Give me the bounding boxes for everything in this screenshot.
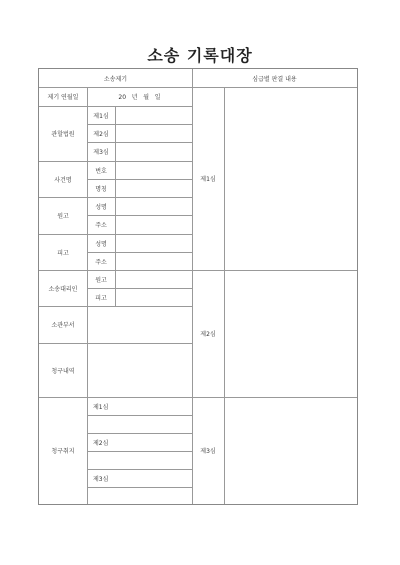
court-label: 관할법원 bbox=[51, 131, 75, 138]
header-judgment: 심급별 판결 내용 bbox=[252, 75, 297, 83]
filing-date-value[interactable]: 20 년 월 일 bbox=[118, 94, 161, 101]
case-name-label: 사건명 bbox=[54, 176, 72, 184]
plaintiff-label: 원고 bbox=[57, 213, 69, 220]
row-line bbox=[87, 415, 192, 416]
header-filing: 소송제기 bbox=[103, 75, 128, 83]
record-table bbox=[38, 68, 358, 505]
court-level-3: 제3심 bbox=[93, 149, 109, 156]
case-number-label: 번호 bbox=[95, 167, 107, 175]
claim-label: 청구내역 bbox=[51, 367, 75, 375]
judgment-level-1: 제1심 bbox=[200, 176, 216, 183]
judgment-level-3: 제3심 bbox=[200, 448, 216, 455]
row-line bbox=[87, 487, 192, 488]
column-divider bbox=[224, 87, 225, 504]
defendant-address-label: 주소 bbox=[95, 258, 107, 266]
department-label: 소관부서 bbox=[51, 322, 75, 329]
court-level-1: 제1심 bbox=[93, 112, 109, 120]
defendant-label: 피고 bbox=[57, 249, 69, 257]
filing-date-label: 제기 연월일 bbox=[47, 94, 79, 101]
case-title-label: 명칭 bbox=[95, 185, 107, 193]
judgment-level-2: 제2심 bbox=[200, 331, 216, 338]
plaintiff-name-label: 성명 bbox=[95, 203, 107, 211]
column-divider bbox=[115, 161, 116, 306]
claim-purpose-label: 청구취지 bbox=[51, 448, 75, 455]
claim-purpose-level-3: 제3심 bbox=[93, 475, 109, 483]
document-title: 소송 기록대장 bbox=[147, 46, 253, 65]
defendant-name-label: 성명 bbox=[95, 240, 107, 248]
claim-purpose-level-1: 제1심 bbox=[93, 403, 109, 411]
attorney-defendant-label: 피고 bbox=[95, 294, 107, 302]
court-level-2: 제2심 bbox=[93, 130, 109, 138]
row-line bbox=[87, 451, 192, 452]
attorney-label: 소송대리인 bbox=[48, 285, 78, 293]
column-divider bbox=[115, 106, 116, 161]
claim-purpose-level-2: 제2심 bbox=[93, 439, 109, 447]
attorney-plaintiff-label: 원고 bbox=[95, 276, 107, 284]
plaintiff-address-label: 주소 bbox=[95, 222, 107, 229]
